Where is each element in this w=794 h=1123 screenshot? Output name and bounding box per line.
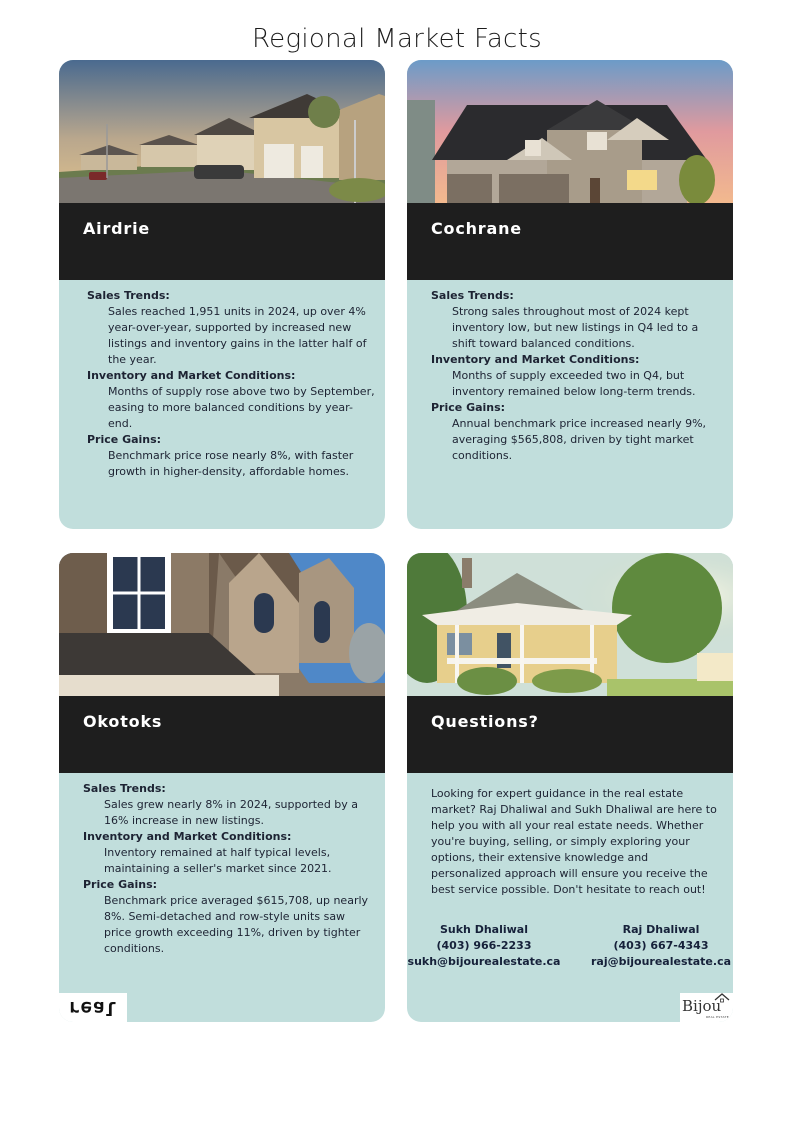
- card-okotoks: [59, 553, 385, 1022]
- bijou-logo: [680, 993, 733, 1022]
- card-body: [87, 288, 377, 480]
- section-text: Months of supply exceeded two in Q4, but inventory remained below long-term trends.: [452, 369, 696, 398]
- section-heading: Price Gains:: [83, 878, 158, 891]
- section-text: Strong sales throughout most of 2024 kept inventory low, but new listings in Q4 led to a shift toward balanced conditions.: [452, 305, 699, 350]
- card-header: [407, 696, 733, 773]
- okotoks-house-photo: [59, 553, 385, 696]
- card-header: [59, 203, 385, 280]
- contact-raj: [571, 922, 733, 970]
- section-text: Sales reached 1,951 units in 2024, up over 4% year-over-year, supported by increased new listings and inventory gains in the latter half of the year.: [108, 305, 367, 366]
- section-text: Inventory remained at half typical levels, maintaining a seller's market since 2021.: [104, 846, 332, 875]
- section-heading: Inventory and Market Conditions:: [83, 830, 292, 843]
- section-text: Annual benchmark price increased nearly 9%, averaging $565,808, driven by tight market conditions.: [452, 417, 707, 462]
- card-header: [59, 696, 385, 773]
- section-text: Sales grew nearly 8% in 2024, supported by a 16% increase in new listings.: [104, 798, 359, 827]
- section-heading: Price Gains:: [87, 433, 162, 446]
- card-cochrane: [407, 60, 733, 529]
- section-heading: Inventory and Market Conditions:: [431, 353, 640, 366]
- card-airdrie: [59, 60, 385, 529]
- section-text: Months of supply rose above two by September, easing to more balanced conditions by year-end.: [108, 385, 375, 430]
- page-title: Regional Market Facts: [251, 24, 542, 54]
- contact-email[interactable]: sukh@bijourealestate.ca: [407, 955, 561, 968]
- section-text: Benchmark price rose nearly 8%, with faster growth in higher-density, affordable homes.: [108, 449, 354, 478]
- card-body: [431, 288, 721, 464]
- questions-text: Looking for expert guidance in the real estate market? Raj Dhaliwal and Sukh Dhaliwal are here to help you with all your real estate needs. Whether you're buying, selling, or simply exploring your options, their extensive knowledge and personalized approach will ensure you receive the best service possible. Don't hesitate to reach out!: [431, 787, 717, 896]
- contact-phone[interactable]: (403) 667-4343: [613, 939, 709, 952]
- section-heading: Sales Trends:: [83, 782, 166, 795]
- bijou-logo-text: Bijou: [682, 997, 722, 1015]
- airdrie-street-photo: [59, 60, 385, 203]
- contact-name: Sukh Dhaliwal: [439, 923, 528, 936]
- card-header: [407, 203, 733, 280]
- contact-name: Raj Dhaliwal: [622, 923, 700, 936]
- card-title: Questions?: [431, 712, 539, 731]
- card-title: Airdrie: [83, 219, 151, 238]
- cochrane-house-photo: [407, 60, 733, 203]
- section-heading: Inventory and Market Conditions:: [87, 369, 296, 382]
- card-questions: [407, 553, 733, 1022]
- real-logo: [59, 993, 127, 1022]
- section-heading: Price Gains:: [431, 401, 506, 414]
- house-icon: [714, 993, 730, 1005]
- contact-phone[interactable]: (403) 966-2233: [436, 939, 532, 952]
- real-logo-text: real: [68, 996, 118, 1019]
- bijou-tagline: REAL ESTATE: [706, 1015, 729, 1019]
- section-text: Benchmark price averaged $615,708, up nearly 8%. Semi-detached and row-style units saw price growth exceeding 11%, driven by tighter conditions.: [104, 894, 369, 955]
- questions-house-photo: [407, 553, 733, 696]
- contact-sukh: [407, 922, 561, 970]
- card-body: [83, 781, 373, 957]
- section-heading: Sales Trends:: [431, 289, 514, 302]
- section-heading: Sales Trends:: [87, 289, 170, 302]
- card-title: Okotoks: [83, 712, 163, 731]
- contact-email[interactable]: raj@bijourealestate.ca: [590, 955, 732, 968]
- card-title: Cochrane: [431, 219, 522, 238]
